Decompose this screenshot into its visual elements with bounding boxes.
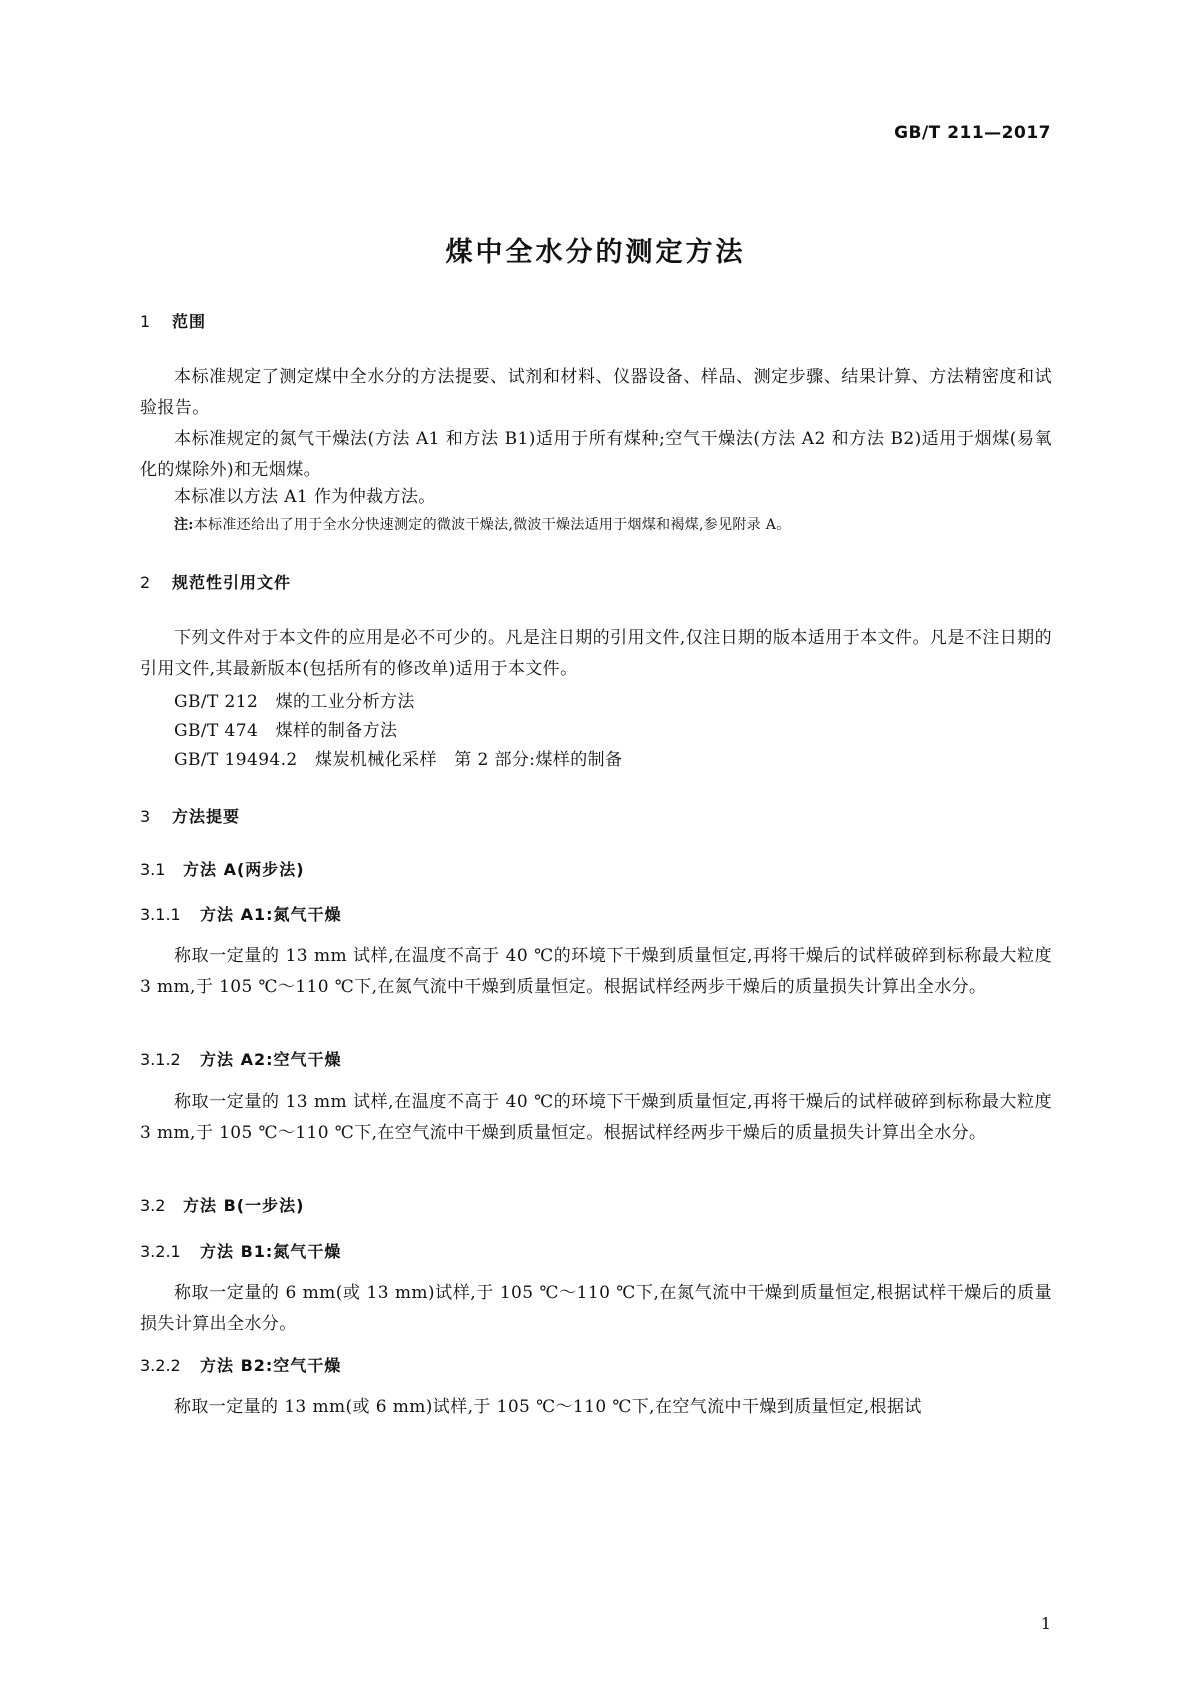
heading-section-3-1 <box>140 857 305 880</box>
paragraph-scope-1: 本标准规定了测定煤中全水分的方法提要、试剂和材料、仪器设备、样品、测定步骤、结果计算、方法精密度和试验报告。 <box>140 367 1052 418</box>
paragraph-scope-2: 本标准规定的氮气干燥法(方法 A1 和方法 B1)适用于所有煤种;空气干燥法(方法 A2 和方法 B2)适用于烟煤(易氧化的煤除外)和无烟煤。 <box>140 429 1052 480</box>
heading-section-3-2-1 <box>140 1239 341 1262</box>
heading-section-1 <box>140 309 206 332</box>
section-number: 3.1.2 <box>140 1050 181 1069</box>
section-title: 方法 A1:氮气干燥 <box>200 905 342 924</box>
section-number: 3.2.2 <box>140 1356 181 1375</box>
section-number: 3 <box>140 807 151 826</box>
section-title: 方法 B2:空气干燥 <box>200 1356 342 1375</box>
page-number: 1 <box>1040 1614 1051 1633</box>
section-number: 1 <box>140 312 151 331</box>
section-title: 方法 A2:空气干燥 <box>200 1050 342 1069</box>
paragraph-method-a2: 称取一定量的 13 mm 试样,在温度不高于 40 ℃的环境下干燥到质量恒定,再将干燥后的试样破碎到标称最大粒度 3 mm,于 105 ℃～110 ℃下,在空气流中干燥到质量恒定。根据试样经两步干燥后的质量损失计算出全水分。 <box>140 1092 1052 1143</box>
section-title: 方法 A(两步法) <box>183 860 305 879</box>
note <box>174 514 790 534</box>
section-number: 3.1 <box>140 860 166 879</box>
paragraph-method-b2: 称取一定量的 13 mm(或 6 mm)试样,于 105 ℃～110 ℃下,在空气流中干燥到质量恒定,根据试 <box>174 1397 922 1417</box>
heading-section-3-1-1 <box>140 902 342 925</box>
heading-section-3-2 <box>140 1193 304 1216</box>
section-number: 3.2 <box>140 1196 166 1215</box>
paragraph-method-a1: 称取一定量的 13 mm 试样,在温度不高于 40 ℃的环境下干燥到质量恒定,再将干燥后的试样破碎到标称最大粒度 3 mm,于 105 ℃～110 ℃下,在氮气流中干燥到质量恒定。根据试样经两步干燥后的质量损失计算出全水分。 <box>140 946 1052 997</box>
reference-item: GB/T 19494.2 煤炭机械化采样 第 2 部分:煤样的制备 <box>174 750 623 770</box>
section-number: 3.1.1 <box>140 905 181 924</box>
standard-code: GB/T 211—2017 <box>894 123 1051 143</box>
paragraph-scope-3: 本标准以方法 A1 作为仲裁方法。 <box>174 487 436 507</box>
section-title: 方法 B(一步法) <box>183 1196 305 1215</box>
reference-item: GB/T 212 煤的工业分析方法 <box>174 692 415 712</box>
section-number: 2 <box>140 573 151 592</box>
reference-item: GB/T 474 煤样的制备方法 <box>174 721 398 741</box>
document-title: 煤中全水分的测定方法 <box>445 237 746 268</box>
note-text: 本标准还给出了用于全水分快速测定的微波干燥法,微波干燥法适用于烟煤和褐煤,参见附录 A。 <box>193 517 791 533</box>
section-title: 规范性引用文件 <box>172 573 292 592</box>
paragraph-normative-references: 下列文件对于本文件的应用是必不可少的。凡是注日期的引用文件,仅注日期的版本适用于本文件。凡是不注日期的引用文件,其最新版本(包括所有的修改单)适用于本文件。 <box>140 628 1052 679</box>
section-title: 方法 B1:氮气干燥 <box>200 1242 342 1261</box>
section-title: 范围 <box>172 312 207 331</box>
heading-section-2 <box>140 570 291 593</box>
note-label: 注: <box>174 517 194 533</box>
section-title: 方法提要 <box>172 807 241 826</box>
heading-section-3 <box>140 804 240 827</box>
paragraph-method-b1: 称取一定量的 6 mm(或 13 mm)试样,于 105 ℃～110 ℃下,在氮气流中干燥到质量恒定,根据试样干燥后的质量损失计算出全水分。 <box>140 1283 1052 1334</box>
heading-section-3-1-2 <box>140 1047 342 1070</box>
section-number: 3.2.1 <box>140 1242 181 1261</box>
heading-section-3-2-2 <box>140 1353 341 1376</box>
